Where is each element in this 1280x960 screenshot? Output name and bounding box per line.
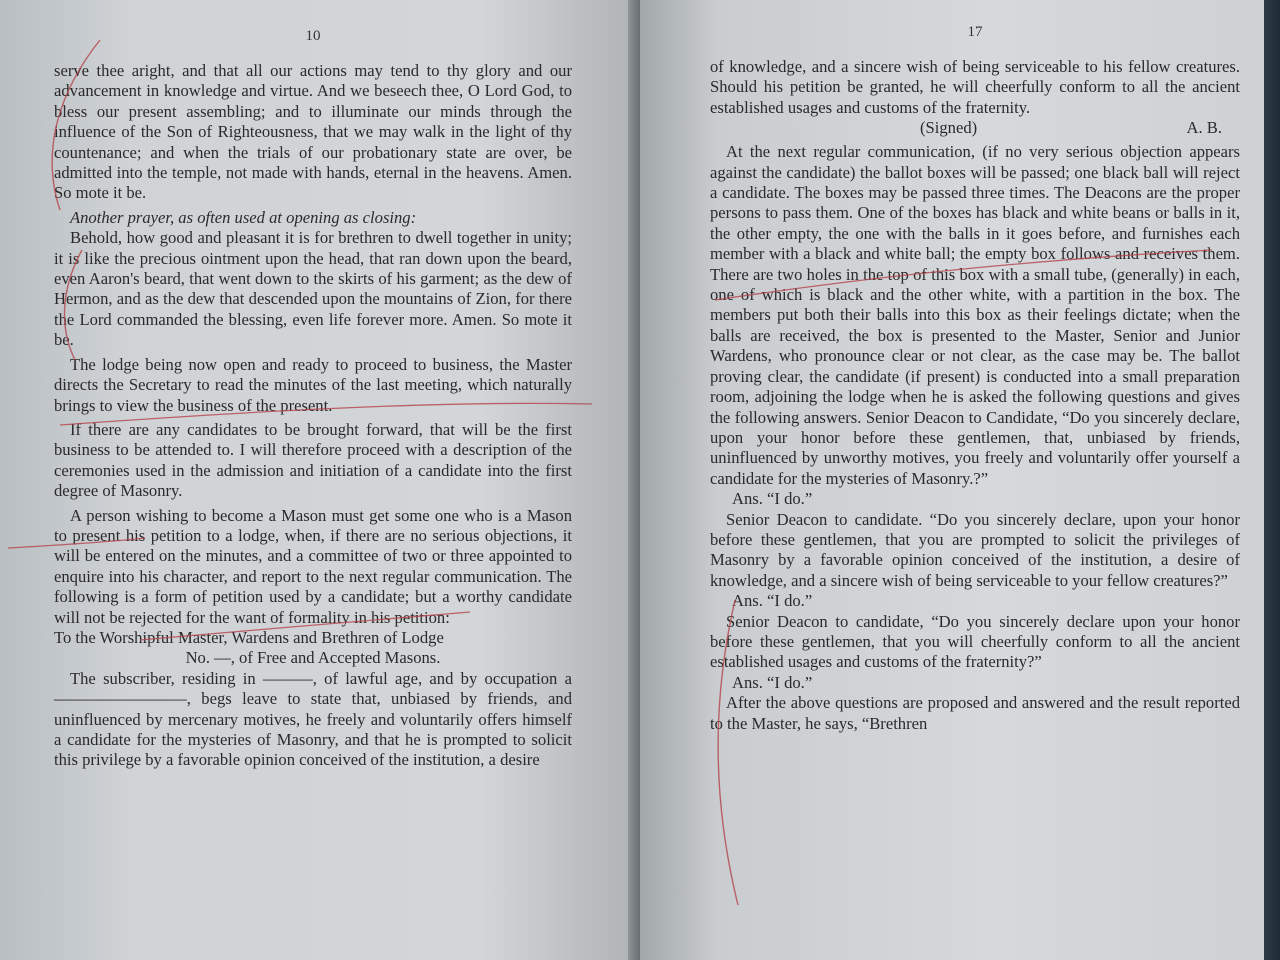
book-cover-edge <box>1264 0 1280 960</box>
right-answer-1: Ans. “I do.” <box>732 489 813 509</box>
right-page <box>640 0 1280 960</box>
signed-initials: A. B. <box>1186 118 1222 138</box>
left-paragraph-subscriber: The subscriber, residing in ———, of lawful age, and by occupation a ————————, begs leave to state that, unbiased by friends, and uninfluenced by mercenary motives, he freely and voluntarily offers himself a candidate for the mysteries of Masonry, and that he is prompted to solicit this privilege by a favorable opinion conceived of the institution, a desire <box>54 668 572 770</box>
page-number-right: 17 <box>967 24 983 40</box>
right-paragraph-petition-end: of knowledge, and a sincere wish of being serviceable to his fellow creatures. Should his petition be granted, he will cheerfully conform to all the ancient established usages and customs of the fraternity. <box>710 57 1240 117</box>
right-answer-3: Ans. “I do.” <box>732 672 813 692</box>
left-paragraph-behold: Behold, how good and pleasant it is for brethren to dwell together in unity; it is like the precious ointment upon the head, that ran down upon the beard, even Aaron's beard, that went down to the skirts of his garment; as the dew of Hermon, and as the dew that descended upon the mountains of Zion, for there the Lord commanded the blessing, even life forever more. Amen. So mote it be. <box>54 228 572 350</box>
right-answer-2: Ans. “I do.” <box>732 591 813 611</box>
left-heading-another-prayer: Another prayer, as often used at opening as closing: <box>70 207 417 227</box>
left-petition-address: To the Worshipful Master, Wardens and Brethren of Lodge <box>54 627 444 647</box>
right-paragraph-question-3: Senior Deacon to candidate, “Do you sincerely declare upon your honor before these gentlemen, that you will cheerfully conform to all the ancient established usages and customs of the fraternity?” <box>710 611 1240 672</box>
signed-label: (Signed) <box>920 118 978 138</box>
left-paragraph-prayer-end: serve thee aright, and that all our actions may tend to thy glory and our advancement in knowledge and virtue. And we beseech thee, O Lord God, to bless our present assembling; and to illuminate our minds through the influence of the Son of Righteousness, that we may walk in the light of thy countenance; and when the trials of our probationary state are over, be admitted into the temple, not made with hands, eternal in the heavens. Amen. So mote it be. <box>54 61 572 203</box>
left-paragraph-candidates: If there are any candidates to be brought forward, that will be the first business to be attended to. I will therefore proceed with a description of the ceremonies used in the admission and initiation of a candidate into the first degree of Masonry. <box>54 419 572 501</box>
left-paragraph-petition: A person wishing to become a Mason must get some one who is a Mason to present his petition to a lodge, when, if there are no serious objections, it will be entered on the minutes, and a committee of two or three appointed to enquire into his character, and report to the next regular communication. The following is a form of petition used by a candidate; but a worthy candidate will not be rejected for the want of formality in his petition: <box>54 505 572 627</box>
right-paragraph-after-questions: After the above questions are proposed and answered and the result reported to the Master, he says, “Brethren <box>710 693 1240 733</box>
page-number-left: 10 <box>305 28 321 44</box>
left-paragraph-lodge-open: The lodge being now open and ready to proceed to business, the Master directs the Secretary to read the minutes of the last meeting, which naturally brings to view the business of the present. <box>54 354 572 415</box>
right-paragraph-question-2: Senior Deacon to candidate. “Do you sincerely declare, upon your honor before these gentlemen, that you are prompted to solicit the privileges of Masonry by a favorable opinion conceived of the institution, a desire of knowledge, and a sincere wish of being serviceable to your fellow creatures?” <box>710 509 1240 590</box>
signature-line <box>710 118 1240 142</box>
right-paragraph-ballot: At the next regular communication, (if no very serious objection appears against the candidate) the ballot boxes will be passed; one black ball will reject a candidate. The boxes may be passed three times. The Deacons are the proper persons to pass them. One of the boxes has black and white beans or balls in it, the other empty, the one with the balls in it goes before, and furnishes each member with a black and white ball; the empty box follows and receives them. There are two holes in the top of this box with a small tube, (generally) in each, one of which is black and the other white, with a partition in the box. The members put both their balls into this box as their feelings dictate; when the balls are received, the box is presented to the Master, Senior and Junior Wardens, who pronounce clear or not clear, as the case may be. The ballot proving clear, the candidate (if present) is conducted into a small preparation room, adjoining the lodge when he is asked the following questions and gives the following answers. Senior Deacon to Candidate, “Do you sincerely declare, upon your honor before these gentlemen, that, unbiased by friends, uninfluenced by unworthy motives, you freely and voluntarily offer yourself a candidate for the mysteries of Masonry.?” <box>710 142 1240 488</box>
left-petition-lodge-no: No. —, of Free and Accepted Masons. <box>185 648 441 668</box>
